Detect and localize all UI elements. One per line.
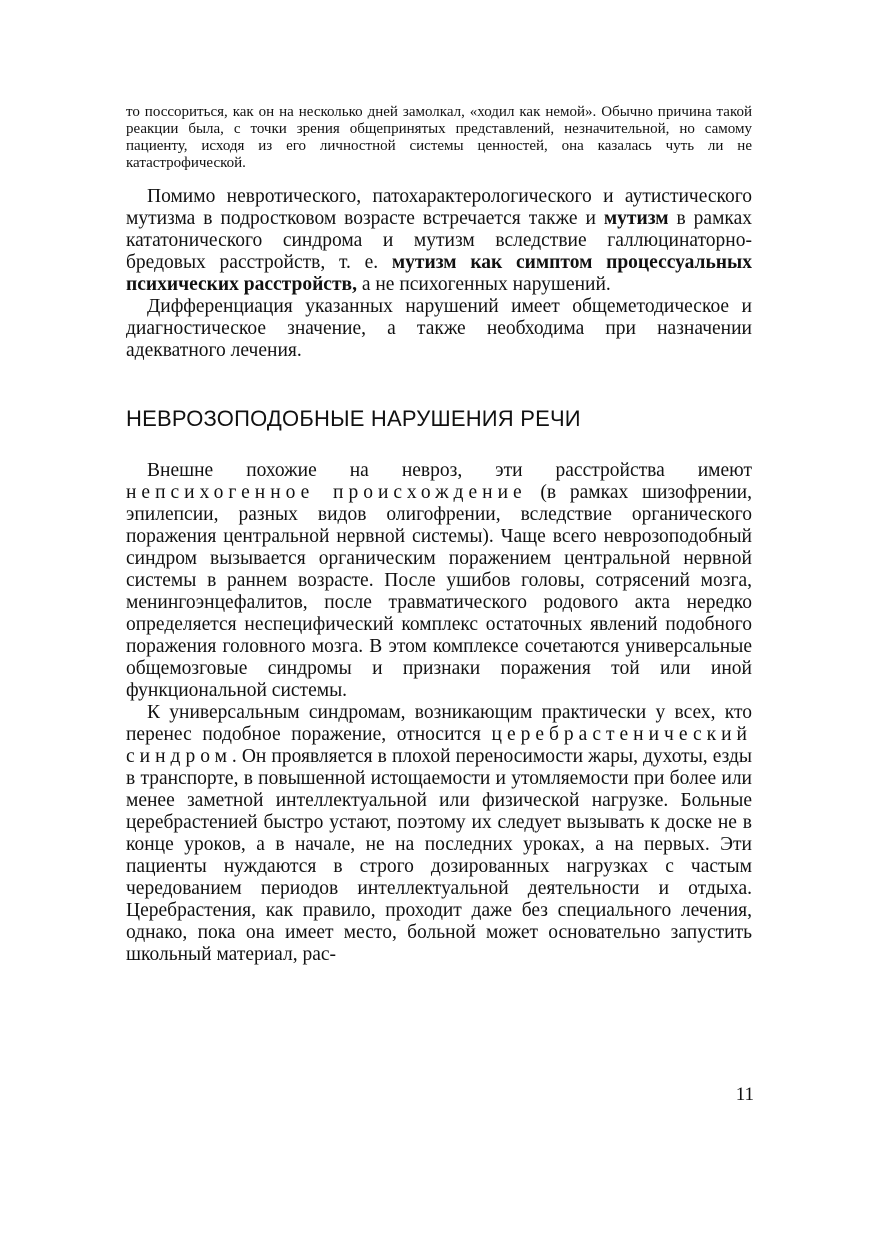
cerebrasthenic-text-2: . Он проявляется в плохой переносимости жары, духоты, езды в транспорте, в повышенной истощаемости и утомляемости при более или менее заметной интеллектуальной или физической нагрузке. Больные церебрастенией быстро устают, поэтому их следует вызывать к доске не в конце уроков, а в начале, не на последних уроках, а на первых. Эти пациенты нуждаются в строго дозированных нагрузках с частым чередованием периодов интеллектуальной деятельности и отдыха. Церебрастения, как правило, проходит даже без специального лечения, однако, пока она имеет место, больной может основательно запустить школьный материал, рас- [126, 746, 752, 965]
page-number: 11 [735, 1084, 754, 1105]
top-fragment-paragraph: то поссориться, как он на несколько дней замолкал, «ходил как немой». Обычно причина такой реакции была, с точки зрения общепринятых представлений, незначительной, но самому пациенту, исходя из его личностной системы ценностей, она казалась чуть ли не катастрофической. [126, 104, 752, 171]
mutism-text-1: Помимо невротического, патохарактерологического и аутистического мутизма в подростковом возрасте встречается также и [126, 186, 752, 229]
cerebrasthenic-text-1: К универсальным синдромам, возникающим практически у всех, кто перенес подобное поражение, относится [126, 702, 752, 745]
non-psychogenic-spaced-term: непсихогенное происхождение [126, 482, 527, 503]
neurosis-like-paragraph [126, 460, 752, 702]
cerebrasthenic-paragraph [126, 702, 752, 966]
mutism-bold-term: мутизм [603, 208, 669, 229]
page-content [126, 104, 752, 966]
neurosis-text-2: (в рамках шизофрении, эпилепсии, разных видов олигофрении, вследствие органического поражения центральной нервной системы). Чаще всего неврозоподобный синдром вызывается органическим поражением центральной нервной системы в раннем возрасте. После ушибов головы, сотрясений мозга, менингоэнцефалитов, после травматического родового акта нередко определяется неспецифический комплекс остаточных явлений подобного поражения головного мозга. В этом комплексе сочетаются универсальные общемозговые синдромы и признаки поражения той или иной функциональной системы. [126, 482, 752, 701]
section-heading: НЕВРОЗОПОДОБНЫЕ НАРУШЕНИЯ РЕЧИ [126, 406, 581, 431]
mutism-paragraph [126, 186, 752, 296]
mutism-bold-phrase: мутизм как симптом процессуальных психических расстройств, [126, 252, 752, 295]
mutism-text-2: в рамках кататонического синдрома и мутизм вследствие галлюцинаторно-бредовых расстройств, т. е. [126, 208, 752, 273]
cerebrasthenic-spaced-term: церебрастенический синдром [126, 724, 752, 767]
neurosis-text-1: Внешне похожие на невроз, эти расстройства имеют [147, 460, 752, 481]
mutism-text-3: а не психогенных нарушений. [356, 274, 611, 295]
differentiation-paragraph: Дифференциация указанных нарушений имеет общеметодическое и диагностическое значение, а также необходима при назначении адекватного лечения. [126, 296, 752, 361]
